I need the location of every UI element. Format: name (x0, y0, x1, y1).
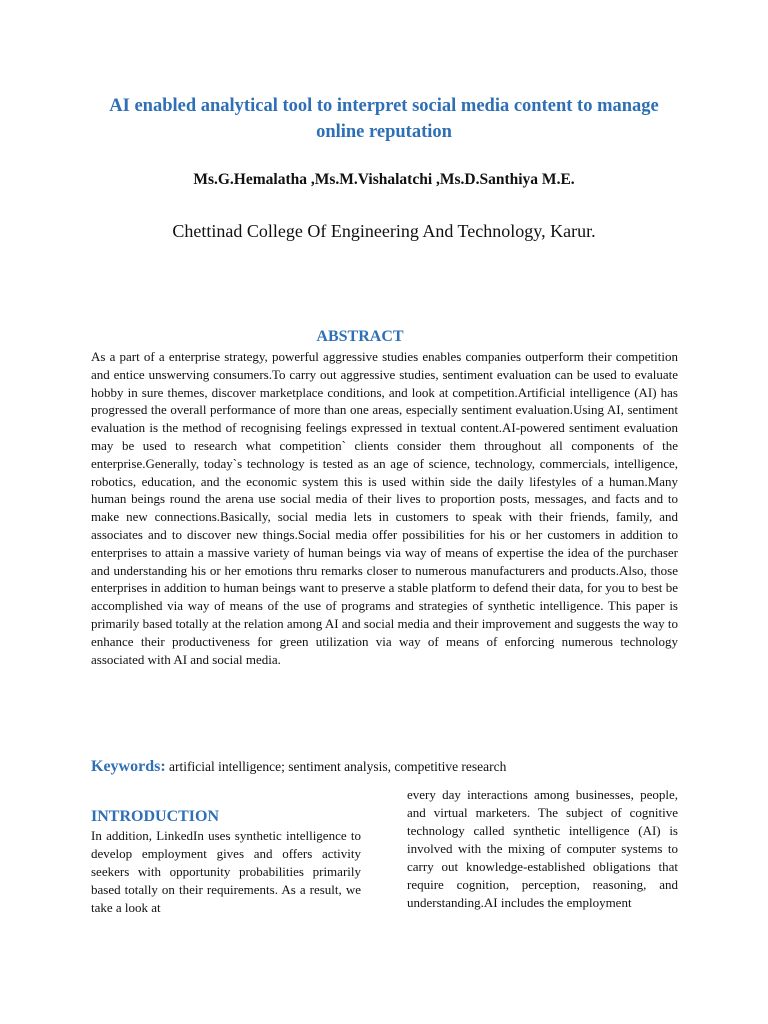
paper-title: AI enabled analytical tool to interpret social media content to manage online reputation (109, 96, 659, 142)
keywords-line (91, 757, 678, 777)
keywords-text: artificial intelligence; sentiment analysis, competitive research (169, 759, 507, 774)
paper-authors: Ms.G.Hemalatha ,Ms.M.Vishalatchi ,Ms.D.Santhiya M.E. (193, 171, 575, 188)
introduction-right-column: every day interactions among businesses, people, and virtual marketers. The subject of cognitive technology called synthetic intelligence (AI) is involved with the mixing of computer systems to carry out knowledge-established obligations that require cognition, perception, reasoning, and understanding.AI includes the employment (407, 787, 678, 910)
introduction-heading: INTRODUCTION (91, 808, 220, 825)
introduction-left-column: In addition, LinkedIn uses synthetic intelligence to develop employment gives and offers activity seekers with opportunity probabilities primarily based totally on their requirements. As a result, we take a look at (91, 828, 361, 915)
abstract-body: As a part of a enterprise strategy, powerful aggressive studies enables companies outperform their competition and entice unswerving consumers.To carry out aggressive studies, sentiment evaluation can be used to evaluate hobby in sure themes, discover marketplace conditions, and look at competition.Artificial intelligence (AI) has progressed the overall performance of more than one areas, especially sentiment evaluation.Using AI, sentiment evaluation is the method of recognising feelings expressed in textual content.AI-powered sentiment evaluation may be used to research what competition` clients consider them throughout all components of the enterprise.Generally, today`s technology is tested as an age of science, technology, commercials, intelligence, robotics, education, and the economic system this is used within side the daily lifestyles of a human.Many human beings round the arena use social media of their lives to proportion posts, messages, and facts and to make new connections.Basically, social media lets in customers to speak with their friends, family, and associates and to discover new things.Social media offer possibilities for his or her customers in addition to enterprises to attain a massive variety of human beings via way of means of expertise the idea of the purchaser and understanding his or her emotions thru remarks closer to numerous manufacturers and products.Also, those enterprises in addition to human beings want to preserve a stable platform to defend their data, for you to best be accomplished via way of means of the use of programs and strategies of synthetic intelligence. This paper is primarily based totally at the relation among AI and social media and their improvement and suggests the way to enhance their productiveness for green utilization via way of means of enforcing numerous technology associated with AI and social media. (91, 349, 678, 667)
author-affiliation: Chettinad College Of Engineering And Technology, Karur. (172, 221, 596, 241)
keywords-label: Keywords: (91, 758, 166, 775)
abstract-heading: ABSTRACT (316, 328, 404, 345)
